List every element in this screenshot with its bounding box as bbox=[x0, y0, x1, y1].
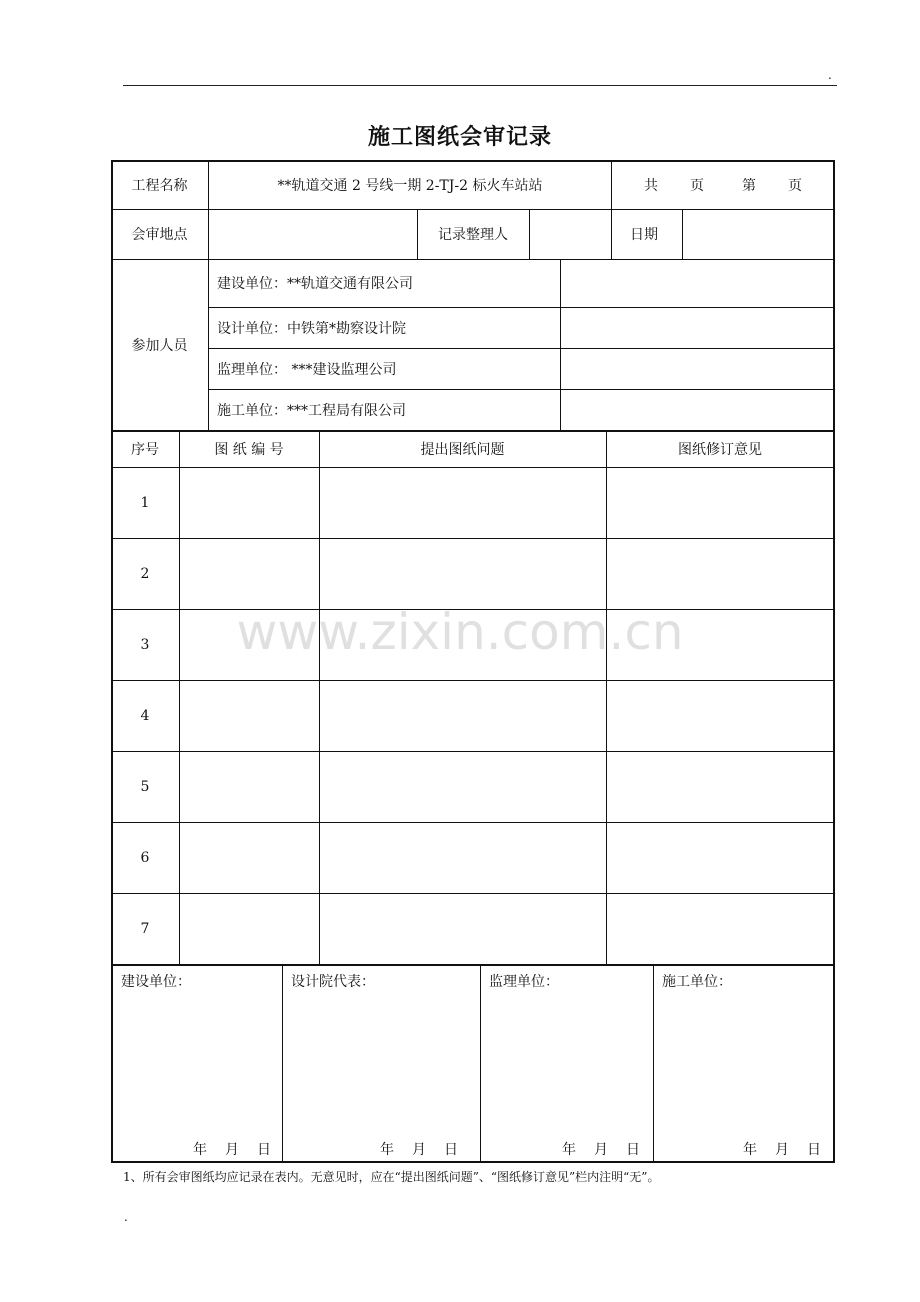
sign-date-designer: 年 月 日 bbox=[380, 1142, 458, 1158]
page-count bbox=[612, 160, 834, 209]
page-unit-label-2: 页 bbox=[788, 177, 802, 194]
sign-supervisor-label: 监理单位： bbox=[489, 974, 559, 990]
watermark: www.zixin.com.cn bbox=[236, 603, 684, 661]
table-row: 7 bbox=[140, 920, 150, 937]
page-mark-top: . bbox=[828, 68, 832, 82]
review-form bbox=[111, 160, 835, 1163]
page-current-label: 第 bbox=[742, 177, 756, 194]
participant-supervisor: 监理单位： ***建设监理公司 bbox=[217, 361, 397, 378]
participant-owner: 建设单位：**轨道交通有限公司 bbox=[217, 276, 413, 292]
table-row: 6 bbox=[140, 849, 150, 866]
participant-designer: 设计单位：中铁第*勘察设计院 bbox=[217, 320, 406, 337]
date-label: 日期 bbox=[630, 227, 658, 243]
sign-date-supervisor: 年 月 日 bbox=[562, 1142, 640, 1158]
header-rule bbox=[123, 85, 837, 86]
table-row: 4 bbox=[140, 707, 150, 724]
col-header-issues: 提出图纸问题 bbox=[420, 442, 505, 458]
col-header-revisions: 图纸修订意见 bbox=[678, 442, 762, 458]
col-header-seq: 序号 bbox=[131, 442, 159, 458]
page-total-label: 共 bbox=[644, 177, 658, 194]
participants-label: 参加人员 bbox=[131, 337, 188, 354]
page-unit-label: 页 bbox=[690, 177, 704, 194]
page-title: 施工图纸会审记录 bbox=[367, 125, 552, 150]
table-row: 1 bbox=[140, 494, 150, 511]
project-name-value: **轨道交通 2 号线一期 2-TJ-2 标火车站站 bbox=[277, 177, 543, 194]
sign-date-contractor: 年 月 日 bbox=[743, 1142, 821, 1158]
sign-date-owner: 年 月 日 bbox=[193, 1142, 271, 1158]
col-header-drawing-no: 图 纸 编 号 bbox=[214, 442, 284, 458]
location-label: 会审地点 bbox=[131, 227, 188, 243]
participant-contractor: 施工单位：***工程局有限公司 bbox=[217, 402, 406, 419]
table-row: 3 bbox=[140, 636, 150, 653]
sign-designer-label: 设计院代表： bbox=[291, 974, 375, 990]
footnote: 1、所有会审图纸均应记录在表内。无意见时，应在“提出图纸问题”、“图纸修订意见”栏内注明“无”。 bbox=[123, 1170, 660, 1184]
page-mark-bottom: . bbox=[124, 1210, 128, 1224]
sign-contractor-label: 施工单位： bbox=[662, 974, 732, 990]
recorder-label: 记录整理人 bbox=[438, 227, 508, 243]
sign-owner-label: 建设单位： bbox=[121, 974, 191, 990]
table-row: 2 bbox=[140, 565, 150, 582]
project-name-label: 工程名称 bbox=[131, 177, 188, 194]
table-row: 5 bbox=[140, 778, 150, 795]
